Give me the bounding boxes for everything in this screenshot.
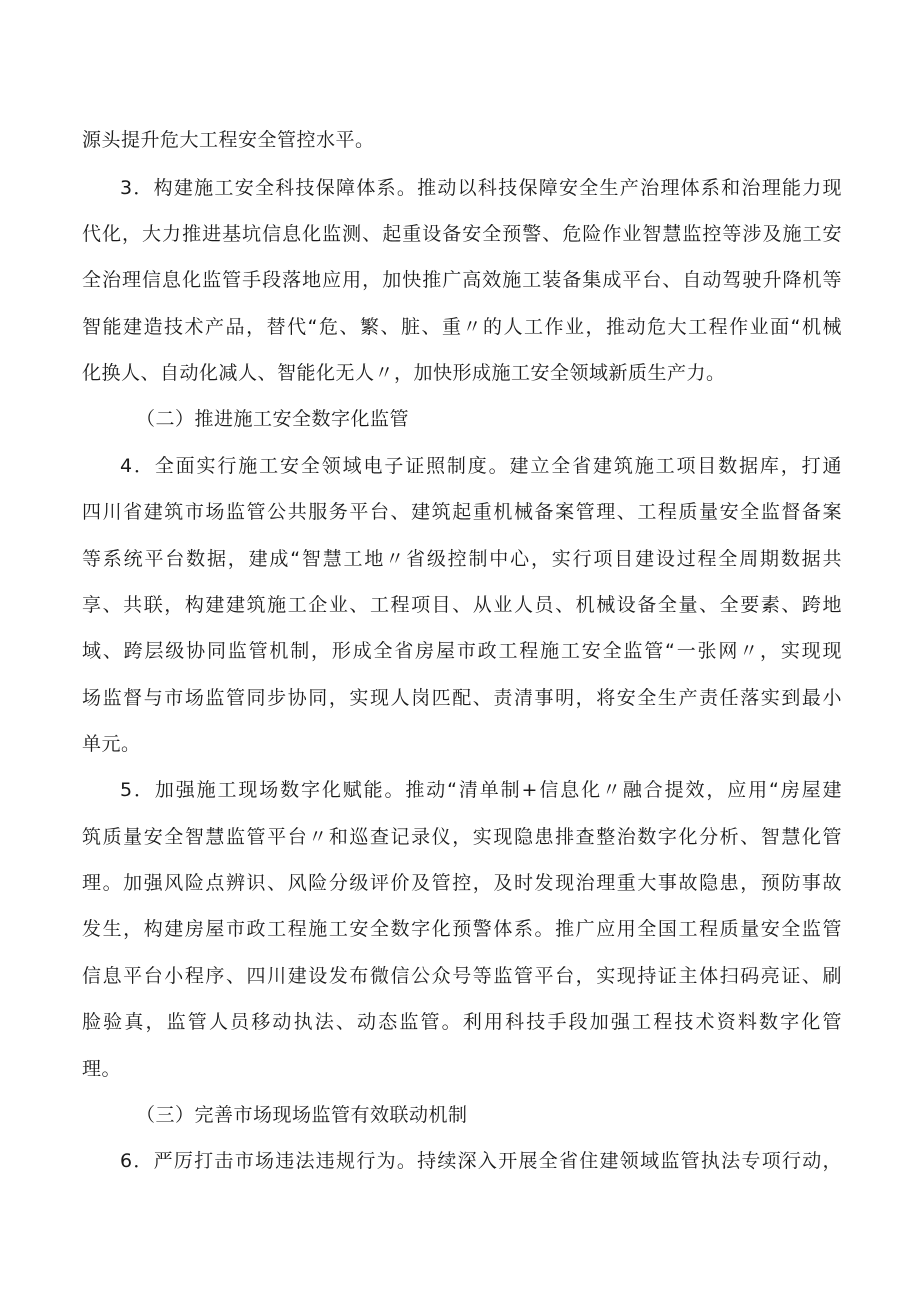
- paragraph-line: 理。: [82, 1058, 122, 1080]
- paragraph-line: 场监督与市场监管同步协同，实现人岗匹配、责清事明，将安全生产责任落实到最小: [82, 687, 842, 709]
- section-heading-2: （二）推进施工安全数字化监管: [136, 408, 410, 430]
- paragraph-line: 享、共联，构建建筑施工企业、工程项目、从业人员、机械设备全量、全要素、跨地: [82, 594, 842, 616]
- paragraph-4-first-line: 4．全面实行施工安全领域电子证照制度。建立全省建筑施工项目数据库，打通: [120, 455, 842, 477]
- paragraph-line: 智能建造技术产品，替代“危、繁、脏、重〃的人工作业，推动危大工程作业面“机械: [82, 316, 842, 338]
- paragraph-3-first-line: 3．构建施工安全科技保障体系。推动以科技保障安全生产治理体系和治理能力现: [120, 177, 842, 199]
- section-heading-3: （三）完善市场现场监管有效联动机制: [136, 1104, 468, 1126]
- paragraph-line: 脸验真，监管人员移动执法、动态监管。利用科技手段加强工程技术资料数字化管: [82, 1011, 842, 1033]
- paragraph-line: 理。加强风险点辨识、风险分级评价及管控，及时发现治理重大事故隐患，预防事故: [82, 872, 842, 894]
- paragraph-line: 单元。: [82, 733, 141, 755]
- paragraph-line: 代化，大力推进基坑信息化监测、起重设备安全预警、危险作业智慧监控等涉及施工安: [82, 223, 842, 245]
- paragraph-line: 信息平台小程序、四川建设发布微信公众号等监管平台，实现持证主体扫码亮证、刷: [82, 965, 842, 987]
- paragraph-line: 化换人、自动化减人、智能化无人〃，加快形成施工安全领域新质生产力。: [82, 362, 726, 384]
- paragraph-line: 筑质量安全智慧监管平台〃和巡查记录仪，实现隐患排查整治数字化分析、智慧化管: [82, 826, 842, 848]
- paragraph-5-first-line: 5．加强施工现场数字化赋能。推动“清单制+信息化〃融合提效，应用“房屋建: [120, 779, 842, 801]
- paragraph-line: 源头提升危大工程安全管控水平。: [82, 129, 375, 151]
- paragraph-line: 全治理信息化监管手段落地应用，加快推广高效施工装备集成平台、自动驾驶升降机等: [82, 269, 842, 291]
- paragraph-line: 等系统平台数据，建成“智慧工地〃省级控制中心，实行项目建设过程全周期数据共: [82, 548, 842, 570]
- paragraph-6-first-line: 6．严厉打击市场违法违规行为。持续深入开展全省住建领域监管执法专项行动，: [120, 1150, 842, 1172]
- paragraph-line: 发生，构建房屋市政工程施工安全数字化预警体系。推广应用全国工程质量安全监管: [82, 918, 842, 940]
- paragraph-line: 域、跨层级协同监管机制，形成全省房屋市政工程施工安全监管“一张网〃，实现现: [82, 640, 842, 662]
- paragraph-line: 四川省建筑市场监管公共服务平台、建筑起重机械备案管理、工程质量安全监督备案: [82, 501, 842, 523]
